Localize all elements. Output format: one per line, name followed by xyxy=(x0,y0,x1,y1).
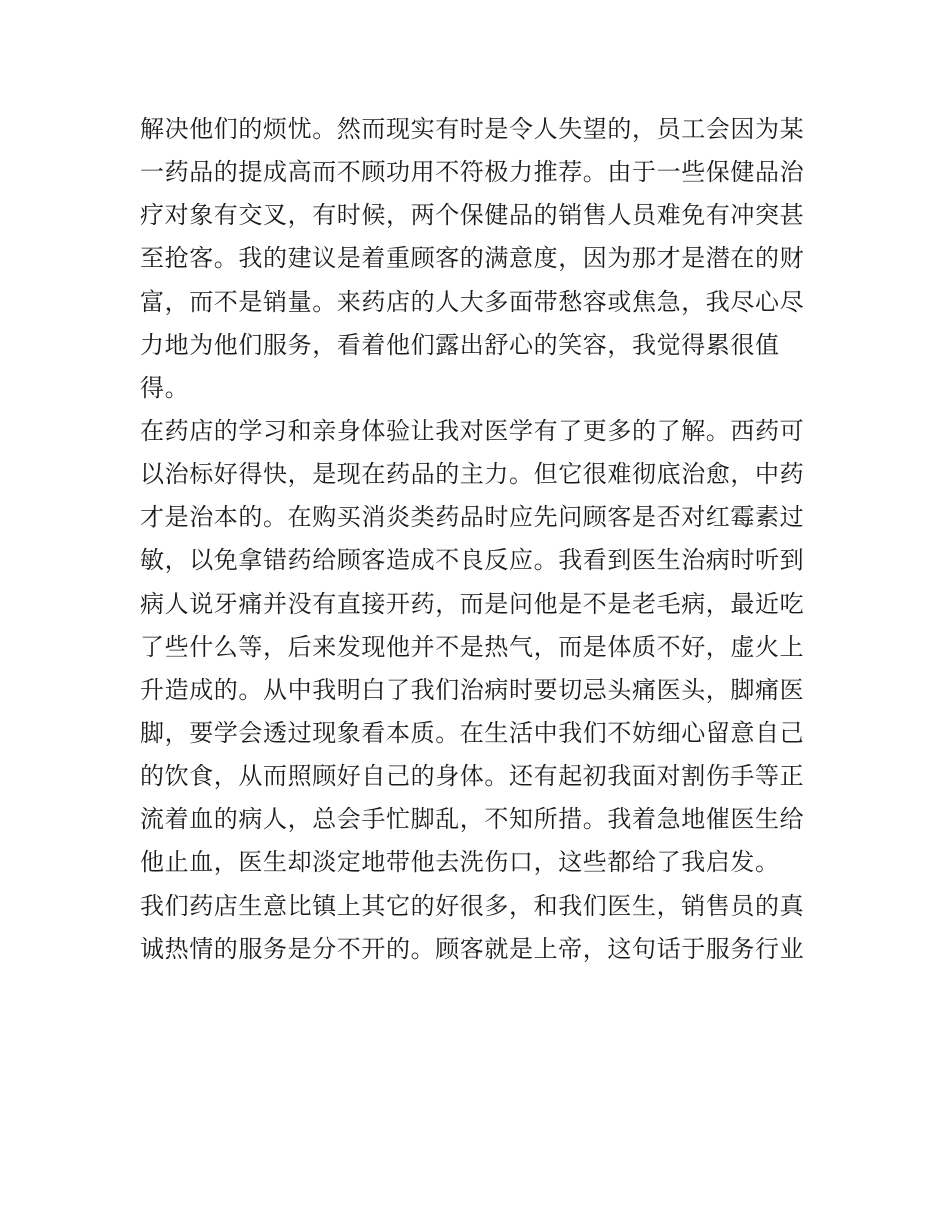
text-line: 一药品的提成高而不顾功用不符极力推荐。由于一些保健品治 xyxy=(140,158,805,187)
text-line: 富，而不是销量。来药店的人大多面带愁容或焦急，我尽心尽 xyxy=(140,287,805,316)
text-line: 他止血，医生却淡定地带他去洗伤口，这些都给了我启发。 xyxy=(140,848,780,877)
text-line: 的饮食，从而照顾好自己的身体。还有起初我面对割伤手等正 xyxy=(140,762,805,791)
text-line: 升造成的。从中我明白了我们治病时要切忌头痛医头，脚痛医 xyxy=(140,675,805,704)
text-line: 脚，要学会透过现象看本质。在生活中我们不妨细心留意自己 xyxy=(140,718,805,747)
paragraph-2 xyxy=(140,410,810,885)
text-line: 流着血的病人，总会手忙脚乱，不知所措。我着急地催医生给 xyxy=(140,805,805,834)
text-line: 以治标好得快，是现在药品的主力。但它很难彻底治愈，中药 xyxy=(140,460,805,489)
text-line: 了些什么等，后来发现他并不是热气，而是体质不好，虚火上 xyxy=(140,632,805,661)
text-line: 敏，以免拿错药给顾客造成不良反应。我看到医生治病时听到 xyxy=(140,546,805,575)
paragraph-1 xyxy=(140,108,810,410)
document-body xyxy=(140,108,810,971)
text-line: 病人说牙痛并没有直接开药，而是问他是不是老毛病，最近吃 xyxy=(140,589,805,618)
text-line: 解决他们的烦忧。然而现实有时是令人失望的，员工会因为某 xyxy=(140,115,805,143)
paragraph-3 xyxy=(140,885,810,971)
text-line: 至抢客。我的建议是着重顾客的满意度，因为那才是潜在的财 xyxy=(140,244,805,273)
text-line: 疗对象有交叉，有时候，两个保健品的销售人员难免有冲突甚 xyxy=(140,201,805,230)
text-line: 在药店的学习和亲身体验让我对医学有了更多的了解。西药可 xyxy=(140,416,805,445)
text-line: 才是治本的。在购买消炎类药品时应先问顾客是否对红霉素过 xyxy=(140,503,805,532)
text-line: 我们药店生意比镇上其它的好很多，和我们医生，销售员的真 xyxy=(140,891,805,920)
text-line: 诚热情的服务是分不开的。顾客就是上帝，这句话于服务行业 xyxy=(140,934,805,963)
text-line: 得。 xyxy=(140,373,190,402)
text-line: 力地为他们服务，看着他们露出舒心的笑容，我觉得累很值 xyxy=(140,330,780,359)
